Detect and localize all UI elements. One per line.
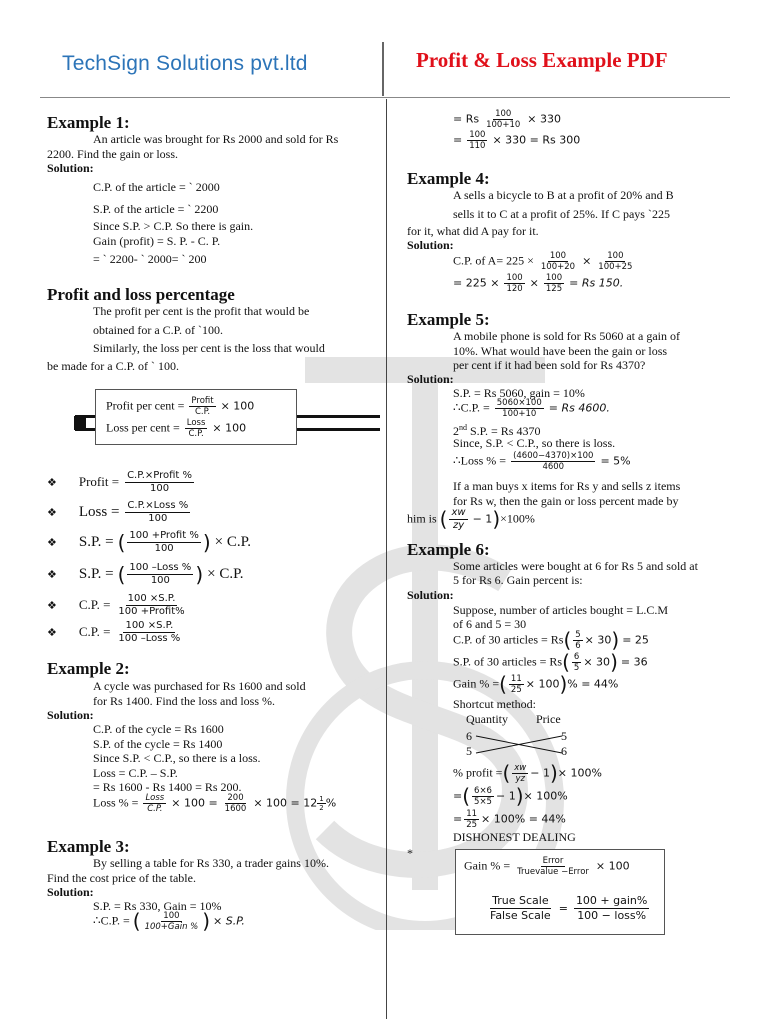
example-2-question-line2: for Rs 1400. Find the loss and loss %. bbox=[93, 694, 276, 708]
example-1-step: S.P. of the article = ` 2200 bbox=[93, 202, 219, 216]
plp-text-line2: obtained for a C.P. of `100. bbox=[93, 323, 223, 337]
example-1-question-line2: 2200. Find the gain or loss. bbox=[47, 147, 178, 161]
formula-cp-profit: ❖ C.P. = $\frac{100 \times S.P.}{\text{100 +Profit\%}}$ bbox=[47, 593, 185, 617]
example-3-heading: Example 3: bbox=[47, 837, 130, 856]
cross-multiply-lines bbox=[474, 733, 564, 757]
formula-profit: ❖ Profit = $\frac{\text{C.P.×Profit \%}}{100}$ bbox=[47, 470, 193, 494]
example-6-solution-label: Solution: bbox=[407, 588, 454, 602]
company-name: TechSign Solutions pvt.ltd bbox=[62, 52, 308, 75]
example-3-solution-label: Solution: bbox=[47, 885, 94, 899]
gain-percent-error-formula: Gain % = $\frac{\text{Error}}{\text{Truevalue −Error}}$ × 100 bbox=[464, 856, 630, 877]
document-title: Profit & Loss Example PDF bbox=[416, 48, 668, 72]
example-5-step: Since, S.P. < C.P., so there is loss. bbox=[453, 436, 616, 450]
price-header: Price bbox=[536, 712, 561, 726]
shortcut-formula: % profit =( $\frac{xw}{yz}$ − 1)× 100% bbox=[453, 761, 602, 785]
example-1-step: = ` 2200- ` 2000= ` 200 bbox=[93, 252, 207, 266]
diamond-bullet-icon: ❖ bbox=[47, 599, 57, 613]
diamond-bullet-icon: ❖ bbox=[47, 476, 57, 490]
example-4-solution-label: Solution: bbox=[407, 238, 454, 252]
example-1-solution-label: Solution: bbox=[47, 161, 94, 175]
example-6-step: Suppose, number of articles bought = L.C.M bbox=[453, 603, 669, 617]
example-3-calc-line2: = $\frac{100}{110}$ × 330 = Rs 300 bbox=[453, 130, 581, 151]
example-6-cp: C.P. of 30 articles = Rs( $\frac{5}{6}$ × 30) = 25 bbox=[453, 628, 649, 652]
example-5-step: ∴C.P. = $\frac{5060\times 100}{100+10}$ = Rs 4600. bbox=[453, 398, 610, 419]
profit-loss-percentage-heading: Profit and loss percentage bbox=[47, 285, 235, 304]
example-1-heading: Example 1: bbox=[47, 113, 130, 132]
example-4-question-line2: sells it to C at a profit of 25%. If C pays `225 bbox=[453, 207, 670, 221]
example-2-loss-percent: Loss % = $\frac{\text{Loss}}{C.P.}$ × 100 = $\frac{200}{1600}$ × 100 = 12 $\frac{1}{2}$ % bbox=[93, 793, 337, 814]
formula-sp-loss: ❖ S.P. = ( $\frac{\text{100 –Loss \%}}{100}$ ) × C.P. bbox=[47, 562, 244, 587]
shortcut-result: = $\frac{11}{25}$ × 100% = 44% bbox=[453, 809, 566, 830]
example-4-question-line3: for it, what did A pay for it. bbox=[407, 224, 539, 238]
example-5-heading: Example 5: bbox=[407, 310, 490, 329]
diamond-bullet-icon: ❖ bbox=[47, 506, 57, 520]
example-3-question-line2: Find the cost price of the table. bbox=[47, 871, 196, 885]
example-1-step: C.P. of the article = ` 2000 bbox=[93, 180, 220, 194]
example-5-step: S.P. = Rs 5060, gain = 10% bbox=[453, 386, 585, 400]
example-2-step: Loss = C.P. – S.P. bbox=[93, 766, 178, 780]
example-4-heading: Example 4: bbox=[407, 169, 490, 188]
formula-cp-loss: ❖ C.P. = $\frac{100 \times S.P.}{\text{100 –Loss \%}}$ bbox=[47, 620, 181, 644]
example-5-solution-label: Solution: bbox=[407, 372, 454, 386]
example-4-step: C.P. of A= 225 × $\frac{100}{100+20}$ × $\frac{100}{100+25}$ bbox=[453, 251, 633, 272]
example-2-solution-label: Solution: bbox=[47, 708, 94, 722]
example-5-question-line2: 10%. What would have been the gain or loss bbox=[453, 344, 668, 358]
plp-text-line1: The profit per cent is the profit that would be bbox=[93, 304, 310, 318]
shortcut-calc: =( $\frac{6\times 6}{5\times 5}$ − 1)× 100% bbox=[453, 784, 568, 808]
formula-loss: ❖ Loss = $\frac{\text{C.P.×Loss \%}}{100}$ bbox=[47, 500, 189, 524]
box-bullet-square bbox=[74, 416, 86, 430]
formula-sp-profit: ❖ S.P. = ( $\frac{\text{100 +Profit \%}}{100}$ ) × C.P. bbox=[47, 530, 252, 555]
header-rule bbox=[40, 97, 730, 98]
example-5-step: ∴Loss % = $\frac{(4600-4370)\times 100}{4600}$ = 5% bbox=[453, 451, 631, 472]
example-2-step: C.P. of the cycle = Rs 1600 bbox=[93, 722, 224, 736]
example-6-step: of 6 and 5 = 30 bbox=[453, 617, 527, 631]
profit-percent-formula: Profit per cent = $\frac{\text{Profit}}{C.P.}$ × 100 bbox=[106, 396, 255, 417]
price-value: 6 bbox=[561, 744, 567, 758]
example-3-cp-formula: ∴C.P. = ( $\frac{100}{\text{100+Gain \%}}$ ) × S.P. bbox=[93, 909, 245, 933]
quantity-header: Quantity bbox=[466, 712, 508, 726]
example-1-step: Since S.P. > C.P. So there is gain. bbox=[93, 219, 254, 233]
example-5-question-line1: A mobile phone is sold for Rs 5060 at a gain of bbox=[453, 329, 680, 343]
example-6-heading: Example 6: bbox=[407, 540, 490, 559]
quantity-value: 6 bbox=[466, 729, 472, 743]
header-divider bbox=[382, 42, 384, 96]
example-2-step: = Rs 1600 - Rs 1400 = Rs 200. bbox=[93, 780, 242, 794]
example-6-question-line2: 5 for Rs 6. Gain percent is: bbox=[453, 573, 583, 587]
example-4-question-line1: A sells a bicycle to B at a profit of 20% and B bbox=[453, 188, 674, 202]
example-1-question-line1: An article was brought for Rs 2000 and sold for Rs bbox=[93, 132, 339, 146]
example-5-note-line1: If a man buys x items for Rs y and sells z items bbox=[453, 479, 681, 493]
example-5-question-line3: per cent if it had been sold for Rs 4370? bbox=[453, 358, 646, 372]
example-4-step: = 225 × $\frac{100}{120}$ × $\frac{100}{125}$ = Rs 150. bbox=[453, 273, 624, 294]
star-bullet: * bbox=[407, 846, 413, 860]
plp-text-line3: Similarly, the loss per cent is the loss that would bbox=[93, 341, 325, 355]
example-3-step: S.P. = Rs 330, Gain = 10% bbox=[93, 899, 222, 913]
price-value: 5 bbox=[561, 729, 567, 743]
shortcut-heading: Shortcut method: bbox=[453, 697, 536, 711]
example-2-heading: Example 2: bbox=[47, 659, 130, 678]
diamond-bullet-icon: ❖ bbox=[47, 626, 57, 640]
dishonest-dealing-box bbox=[455, 849, 665, 935]
loss-percent-formula: Loss per cent = $\frac{\text{Loss}}{C.P.}$ × 100 bbox=[106, 418, 247, 439]
scale-ratio-formula: $\frac{\text{True Scale}}{\text{False Scale}}$ = $\frac{\text{100 + gain\%}}{\text{100 − loss\%}}$ bbox=[490, 894, 648, 922]
plp-text-line4: be made for a C.P. of ` 100. bbox=[47, 359, 179, 373]
diamond-bullet-icon: ❖ bbox=[47, 568, 57, 582]
percentage-formula-box bbox=[95, 389, 297, 445]
example-5-step: 2nd S.P. = Rs 4370 bbox=[453, 423, 541, 438]
example-3-question-line1: By selling a table for Rs 330, a trader gains 10%. bbox=[93, 856, 329, 870]
example-6-question-line1: Some articles were bought at 6 for Rs 5 and sold at bbox=[453, 559, 698, 573]
example-2-step: S.P. of the cycle = Rs 1400 bbox=[93, 737, 223, 751]
example-6-gain: Gain % =( $\frac{11}{25}$ × 100)% = 44% bbox=[453, 672, 619, 696]
example-2-step: Since S.P. < C.P., so there is a loss. bbox=[93, 751, 261, 765]
quantity-value: 5 bbox=[466, 744, 472, 758]
diamond-bullet-icon: ❖ bbox=[47, 536, 57, 550]
column-divider bbox=[386, 99, 387, 1019]
example-1-step: Gain (profit) = S. P. - C. P. bbox=[93, 234, 221, 248]
example-2-question-line1: A cycle was purchased for Rs 1600 and sold bbox=[93, 679, 306, 693]
dishonest-dealing-heading: DISHONEST DEALING bbox=[453, 830, 576, 844]
example-3-calc-line1: = Rs $\frac{100}{100+10}$ × 330 bbox=[453, 109, 561, 130]
example-6-sp: S.P. of 30 articles = Rs( $\frac{6}{5}$ × 30) = 36 bbox=[453, 650, 648, 674]
example-5-note-line3: him is ( $\frac{xw}{zy}$ − 1)×100% bbox=[407, 507, 535, 531]
example-5-note-line2: for Rs w, then the gain or loss percent made by bbox=[453, 494, 679, 508]
